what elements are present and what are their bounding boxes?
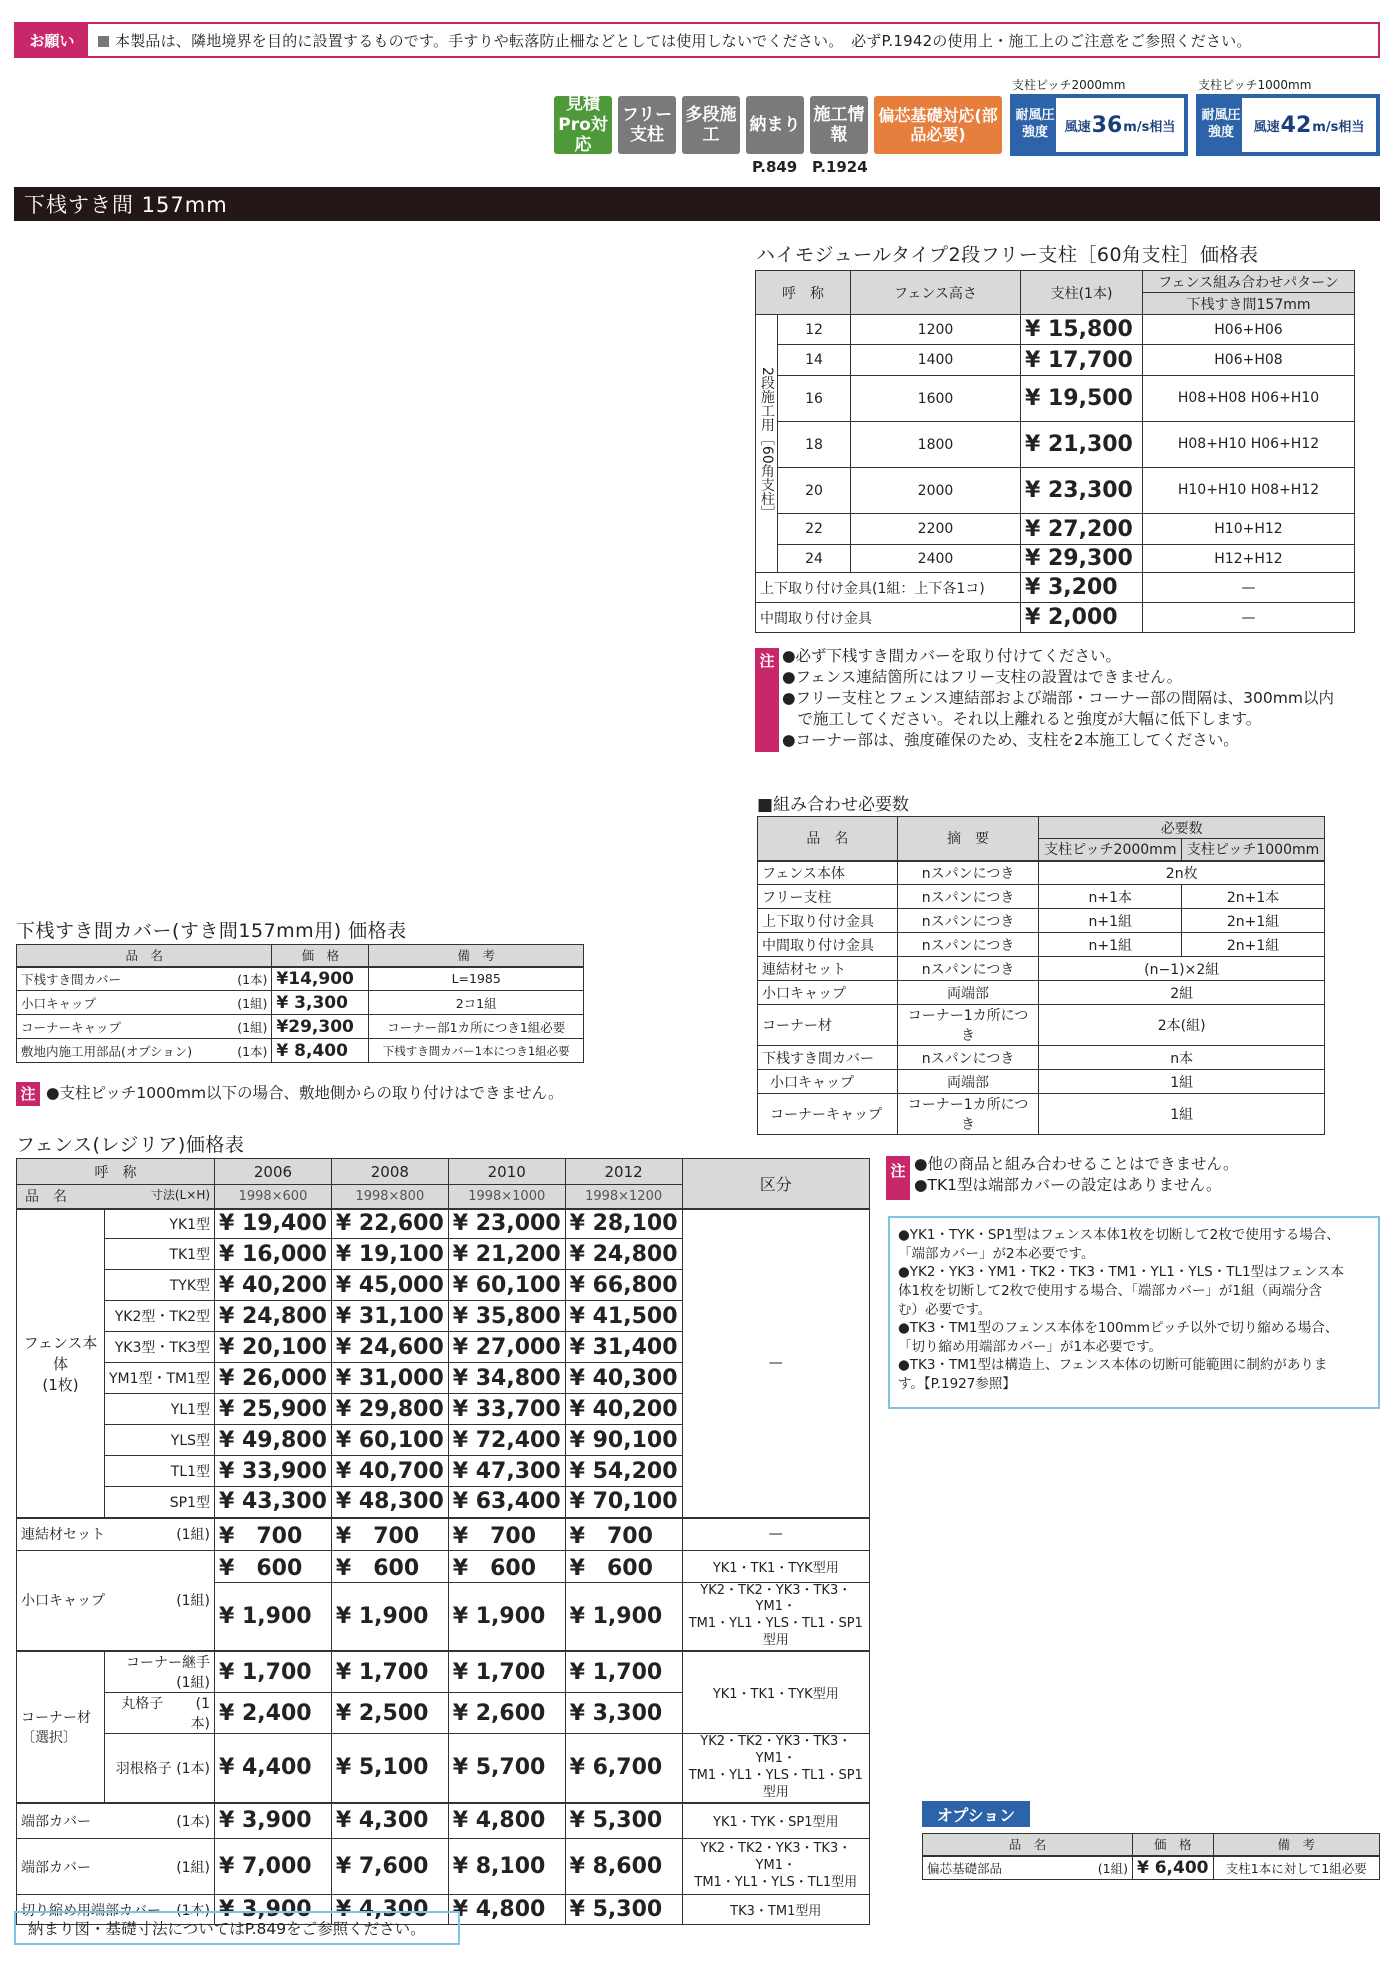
kubun: YK1・TK1・TYK型用 — [682, 1550, 869, 1582]
combo-table — [757, 816, 1325, 1135]
name: コーナーキャップ — [758, 1094, 898, 1135]
price: ¥ 8,600 — [565, 1839, 682, 1895]
col-2012: 2012 — [565, 1159, 682, 1185]
square-bullet-icon — [98, 36, 109, 47]
col-p1000: 支柱ピッチ1000mm — [1182, 839, 1325, 861]
price: ¥ 21,200 — [448, 1239, 565, 1270]
price: ¥ 63,400 — [448, 1487, 565, 1518]
desc: nスパンにつき — [897, 885, 1039, 909]
price: ¥ 1,900 — [215, 1582, 332, 1651]
wind-rating-42 — [1196, 94, 1380, 156]
col-note: 備 考 — [1213, 1834, 1379, 1856]
col-post: 支柱(1本) — [1021, 271, 1143, 315]
value-1000: 2n+1本 — [1182, 885, 1325, 909]
price: ¥ 33,900 — [215, 1456, 332, 1487]
col-name: 品 名 — [17, 945, 272, 967]
koguchi-name: 小口キャップ (1組) — [17, 1550, 215, 1651]
value-2000: n+1本 — [1039, 885, 1182, 909]
price: ¥ 8,400 — [272, 1039, 369, 1063]
price: ¥ 700 — [331, 1518, 448, 1551]
price: ¥ 600 — [215, 1550, 332, 1582]
pattern: — — [1143, 573, 1355, 603]
price: ¥ 600 — [331, 1550, 448, 1582]
desc: nスパンにつき — [897, 909, 1039, 933]
price: ¥ 16,000 — [215, 1239, 332, 1270]
badge-free-post: フリー支柱 — [618, 96, 676, 154]
price: ¥ 34,800 — [448, 1363, 565, 1394]
note: コーナー部1カ所につき1組必要 — [369, 1015, 584, 1039]
badge-multi-stage: 多段施工 — [682, 96, 740, 154]
price: ¥ 19,400 — [215, 1209, 332, 1239]
col-height: フェンス高さ — [851, 271, 1021, 315]
pattern: H08+H10 H06+H12 — [1143, 422, 1355, 468]
col-pattern: フェンス組み合わせパターン — [1143, 271, 1355, 293]
note: L=1985 — [369, 967, 584, 991]
kubun: TK3・TM1型用 — [682, 1895, 869, 1925]
page-ref-849[interactable]: P.849 — [752, 158, 798, 176]
price: ¥ 31,100 — [331, 1301, 448, 1332]
wind-value: 風速 36 m/s相当 — [1056, 98, 1184, 152]
height: 2000 — [851, 468, 1021, 514]
price: ¥ 60,100 — [448, 1270, 565, 1301]
dim-2008: 1998×800 — [331, 1185, 448, 1209]
pattern: H06+H08 — [1143, 345, 1355, 376]
price: ¥ 33,700 — [448, 1394, 565, 1425]
col-2010: 2010 — [448, 1159, 565, 1185]
price: ¥ 3,300 — [565, 1693, 682, 1734]
name: 連結材セット — [758, 957, 898, 981]
col-price: 価 格 — [1132, 1834, 1213, 1856]
desc: 両端部 — [897, 981, 1039, 1005]
col-2006: 2006 — [215, 1159, 332, 1185]
desc: コーナー1カ所につき — [897, 1005, 1039, 1046]
price: ¥ 8,100 — [448, 1839, 565, 1895]
badge-construction-info: 施工情報 — [810, 96, 868, 154]
type: TYK型 — [104, 1270, 214, 1301]
price: ¥ 23,000 — [448, 1209, 565, 1239]
value-2000: n+1組 — [1039, 933, 1182, 957]
value-2000: n+1組 — [1039, 909, 1182, 933]
name: 小口キャップ — [758, 1070, 898, 1094]
page-ref-1924[interactable]: P.1924 — [812, 158, 868, 176]
desc: nスパンにつき — [897, 957, 1039, 981]
cover-price-table — [16, 944, 584, 1063]
price: ¥ 17,700 — [1021, 345, 1143, 376]
type: YM1型・TM1型 — [104, 1363, 214, 1394]
price: ¥ 5,700 — [448, 1734, 565, 1803]
wind-label: 耐風圧強度 — [1015, 108, 1055, 140]
kubun: — — [682, 1209, 869, 1518]
price: ¥ 72,400 — [448, 1425, 565, 1456]
price: ¥ 3,300 — [272, 991, 369, 1015]
fence-notes: ●他の商品と組み合わせることはできません。 ●TK1型は端部カバーの設定はありません。 — [914, 1155, 1239, 1195]
note-tag: 注 — [16, 1082, 40, 1106]
price: ¥ 29,300 — [1021, 545, 1143, 573]
reference-note: 納まり図・基礎寸法についてはP.849をご参照ください。 — [14, 1911, 460, 1945]
option-price: ¥ 6,400 — [1132, 1856, 1213, 1880]
side-label: 2段施工用［60角支柱］ — [756, 315, 778, 573]
note-tag: 注 — [755, 648, 779, 752]
price: ¥ 20,100 — [215, 1332, 332, 1363]
price: ¥ 1,900 — [331, 1582, 448, 1651]
note: 2コ1組 — [369, 991, 584, 1015]
price: ¥ 3,900 — [215, 1803, 332, 1839]
name: コーナーキャップ (1組) — [17, 1015, 272, 1039]
notice-bar — [14, 22, 1380, 58]
price: ¥ 7,600 — [331, 1839, 448, 1895]
badge-mitsumori: 見積Pro対応 — [554, 96, 612, 154]
height: 2400 — [851, 545, 1021, 573]
post-notes: ●必ず下桟すき間カバーを取り付けてください。 ●フェンス連結箇所にはフリー支柱の設置はできません。 ●フリー支柱とフェンス連結部および端部・コーナー部の間隔は、300mm以内 で施工してください。それ以上離れると強度が大幅に低下します。 ●コーナー部は、強度確保のため、支柱を2本施工してください。 — [782, 647, 1334, 750]
type: YLS型 — [104, 1425, 214, 1456]
price: ¥ 5,300 — [565, 1803, 682, 1839]
price: ¥ 3,200 — [1021, 573, 1143, 603]
price: ¥ 29,800 — [331, 1394, 448, 1425]
code: 24 — [778, 545, 851, 573]
price: ¥ 27,000 — [448, 1332, 565, 1363]
type: YK2型・TK2型 — [104, 1301, 214, 1332]
col-2008: 2008 — [331, 1159, 448, 1185]
code: 22 — [778, 514, 851, 545]
kiri-name: 切り縮め用端部カバー (1本) — [17, 1895, 215, 1925]
price: ¥ 1,700 — [448, 1651, 565, 1693]
corner-type: 丸格子 (1本) — [104, 1693, 214, 1734]
body-label: フェンス本体 (1枚) — [17, 1209, 105, 1518]
price: ¥ 5,100 — [331, 1734, 448, 1803]
col-name: 品 名 — [758, 817, 898, 861]
price: ¥ 7,000 — [215, 1839, 332, 1895]
extra-name: 中間取り付け金具 — [756, 603, 1021, 633]
value: n本 — [1039, 1046, 1325, 1070]
code: 20 — [778, 468, 851, 514]
kubun: YK2・TK2・YK3・TK3・YM1・ TM1・YL1・YLS・TL1型用 — [682, 1839, 869, 1895]
option-table — [922, 1833, 1380, 1880]
price: ¥ 2,400 — [215, 1693, 332, 1734]
name: 敷地内施工用部品(オプション) (1本) — [17, 1039, 272, 1063]
pattern: H06+H06 — [1143, 315, 1355, 345]
value-1000: 2n+1組 — [1182, 909, 1325, 933]
col-note: 備 考 — [369, 945, 584, 967]
price: ¥ 1,700 — [565, 1651, 682, 1693]
name: フェンス本体 — [758, 861, 898, 885]
pattern: H08+H08 H06+H10 — [1143, 376, 1355, 422]
combo-table-title: ■組み合わせ必要数 — [757, 795, 910, 815]
price: ¥ 1,700 — [331, 1651, 448, 1693]
price: ¥ 31,000 — [331, 1363, 448, 1394]
price: ¥ 2,600 — [448, 1693, 565, 1734]
price: ¥ 31,400 — [565, 1332, 682, 1363]
price: ¥ 70,100 — [565, 1487, 682, 1518]
price: ¥ 43,300 — [215, 1487, 332, 1518]
type: YK3型・TK3型 — [104, 1332, 214, 1363]
price: ¥ 24,800 — [215, 1301, 332, 1332]
note-tag: 注 — [886, 1156, 910, 1200]
price: ¥ 19,100 — [331, 1239, 448, 1270]
name: 下桟すき間カバー — [758, 1046, 898, 1070]
value: 1組 — [1039, 1094, 1325, 1135]
price: ¥ 4,800 — [448, 1895, 565, 1925]
price: ¥ 28,100 — [565, 1209, 682, 1239]
price: ¥14,900 — [272, 967, 369, 991]
price: ¥ 1,900 — [565, 1582, 682, 1651]
option-tag: オプション — [922, 1801, 1030, 1827]
desc: nスパンにつき — [897, 933, 1039, 957]
price: ¥ 1,700 — [215, 1651, 332, 1693]
price: ¥ 48,300 — [331, 1487, 448, 1518]
value: 2n枚 — [1039, 861, 1325, 885]
col-need: 必要数 — [1039, 817, 1325, 839]
price: ¥ 6,700 — [565, 1734, 682, 1803]
price: ¥ 4,300 — [331, 1803, 448, 1839]
price: ¥ 40,200 — [215, 1270, 332, 1301]
price: ¥ 47,300 — [448, 1456, 565, 1487]
option-note: 支柱1本に対して1組必要 — [1213, 1856, 1379, 1880]
extra-name: 上下取り付け金具(1組：上下各1コ) — [756, 573, 1021, 603]
post-table-title: ハイモジュールタイプ2段フリー支柱［60角支柱］価格表 — [756, 244, 1259, 266]
kubun: YK1・TYK・SP1型用 — [682, 1803, 869, 1839]
price: ¥ 24,600 — [331, 1332, 448, 1363]
price: ¥ 40,200 — [565, 1394, 682, 1425]
col-code: 呼 称 — [17, 1159, 215, 1185]
cover-table-title: 下桟すき間カバー(すき間157mm用) 価格表 — [16, 920, 407, 942]
type: YK1型 — [104, 1209, 214, 1239]
corner-type: コーナー継手 (1組) — [104, 1651, 214, 1693]
col-p2000: 支柱ピッチ2000mm — [1039, 839, 1182, 861]
cutting-notes-box: ●YK1・TYK・SP1型はフェンス本体1枚を切断して2枚で使用する場合、 「端部カバー」が2本必要です。 ●YK2・YK3・YM1・TK2・TK3・TM1・YL1・YLS・TL1型はフェンス本 体1枚を切断して2枚で使用する場合、「端部カバー」が1組（両端分含 む）必要です。 ●TK3・TM1型のフェンス本体を100mmピッチ以外で切り縮める場合、 「切り縮め用端部カバー」が1本必要です。 ●TK3・TM1型は構造上、フェンス本体の切断可能範囲に制約がありま す。【P.1927参照】 — [888, 1216, 1380, 1409]
name: 小口キャップ — [758, 981, 898, 1005]
price: ¥ 700 — [565, 1518, 682, 1551]
wind-value: 風速 42 m/s相当 — [1242, 98, 1376, 152]
price: ¥ 40,700 — [331, 1456, 448, 1487]
height: 1400 — [851, 345, 1021, 376]
notice-text: 本製品は、隣地境界を目的に設置するものです。手すりや転落防止柵などとしては使用しないでください。 必ずP.1942の使用上・施工上のご注意をご参照ください。 — [88, 30, 1252, 51]
price: ¥ 4,800 — [448, 1803, 565, 1839]
wind-rating-36 — [1010, 94, 1188, 156]
price: ¥ 90,100 — [565, 1425, 682, 1456]
pattern: — — [1143, 603, 1355, 633]
height: 1800 — [851, 422, 1021, 468]
desc: nスパンにつき — [897, 1046, 1039, 1070]
price: ¥ 21,300 — [1021, 422, 1143, 468]
value: 1組 — [1039, 1070, 1325, 1094]
name: 上下取り付け金具 — [758, 909, 898, 933]
price: ¥ 700 — [448, 1518, 565, 1551]
type: TK1型 — [104, 1239, 214, 1270]
price: ¥ 60,100 — [331, 1425, 448, 1456]
price: ¥ 2,000 — [1021, 603, 1143, 633]
fence-table-title: フェンス(レジリア)価格表 — [16, 1134, 245, 1156]
price: ¥ 15,800 — [1021, 315, 1143, 345]
price: ¥ 54,200 — [565, 1456, 682, 1487]
kubun: YK2・TK2・YK3・TK3・YM1・ TM1・YL1・YLS・TL1・SP1型用 — [682, 1582, 869, 1651]
value-1000: 2n+1組 — [1182, 933, 1325, 957]
wind-label: 耐風圧強度 — [1201, 108, 1241, 140]
price: ¥ 600 — [448, 1550, 565, 1582]
tanbu-name: 端部カバー (1組) — [17, 1839, 215, 1895]
code: 18 — [778, 422, 851, 468]
price: ¥ 49,800 — [215, 1425, 332, 1456]
height: 1600 — [851, 376, 1021, 422]
code: 16 — [778, 376, 851, 422]
col-name: 品 名 — [923, 1834, 1133, 1856]
name: 小口キャップ (1組) — [17, 991, 272, 1015]
kubun: YK1・TK1・TYK型用 — [682, 1651, 869, 1734]
name: コーナー材 — [758, 1005, 898, 1046]
badge-eccentric-base: 偏芯基礎対応(部品必要) — [874, 96, 1002, 154]
kubun: YK2・TK2・YK3・TK3・YM1・ TM1・YL1・YLS・TL1・SP1型用 — [682, 1734, 869, 1803]
price: ¥29,300 — [272, 1015, 369, 1039]
price: ¥ 4,300 — [331, 1895, 448, 1925]
tanbu-name: 端部カバー (1本) — [17, 1803, 215, 1839]
corner-name: コーナー材 〔選択〕 — [17, 1651, 105, 1803]
name: 下桟すき間カバー (1本) — [17, 967, 272, 991]
post-price-table — [755, 270, 1355, 633]
col-desc: 摘 要 — [897, 817, 1039, 861]
price: ¥ 45,000 — [331, 1270, 448, 1301]
price: ¥ 22,600 — [331, 1209, 448, 1239]
option-name: 偏芯基礎部品 (1組) — [923, 1856, 1133, 1880]
value: 2本(組) — [1039, 1005, 1325, 1046]
value: 2組 — [1039, 981, 1325, 1005]
height: 2200 — [851, 514, 1021, 545]
price: ¥ 1,900 — [448, 1582, 565, 1651]
price: ¥ 26,000 — [215, 1363, 332, 1394]
fence-price-table — [16, 1158, 870, 1925]
desc: nスパンにつき — [897, 861, 1039, 885]
col-pattern-sub: 下桟すき間157mm — [1143, 293, 1355, 315]
desc: コーナー1カ所につき — [897, 1094, 1039, 1135]
col-name-dim: 品 名 寸法(L×H) — [17, 1185, 215, 1209]
kubun: — — [682, 1518, 869, 1551]
pattern: H10+H12 — [1143, 514, 1355, 545]
wind-pitch-2000: 支柱ピッチ2000mm — [1012, 78, 1126, 92]
price: ¥ 19,500 — [1021, 376, 1143, 422]
price: ¥ 27,200 — [1021, 514, 1143, 545]
type: YL1型 — [104, 1394, 214, 1425]
dim-2010: 1998×1000 — [448, 1185, 565, 1209]
pattern: H10+H10 H08+H12 — [1143, 468, 1355, 514]
dim-2006: 1998×600 — [215, 1185, 332, 1209]
price: ¥ 25,900 — [215, 1394, 332, 1425]
code: 12 — [778, 315, 851, 345]
section-title: 下桟すき間 157mm — [14, 187, 1380, 221]
note: 下桟すき間カバー1本につき1組必要 — [369, 1039, 584, 1063]
value: (n−1)×2組 — [1039, 957, 1325, 981]
col-kubun: 区分 — [682, 1159, 869, 1209]
price: ¥ 700 — [215, 1518, 332, 1551]
price: ¥ 35,800 — [448, 1301, 565, 1332]
price: ¥ 41,500 — [565, 1301, 682, 1332]
cover-note: ●支柱ピッチ1000mm以下の場合、敷地側からの取り付けはできません。 — [46, 1084, 564, 1102]
price: ¥ 23,300 — [1021, 468, 1143, 514]
desc: 両端部 — [897, 1070, 1039, 1094]
pattern: H12+H12 — [1143, 545, 1355, 573]
wind-pitch-1000: 支柱ピッチ1000mm — [1198, 78, 1312, 92]
price: ¥ 4,400 — [215, 1734, 332, 1803]
type: TL1型 — [104, 1456, 214, 1487]
name: 中間取り付け金具 — [758, 933, 898, 957]
price: ¥ 5,300 — [565, 1895, 682, 1925]
price: ¥ 3,900 — [215, 1895, 332, 1925]
type: SP1型 — [104, 1487, 214, 1518]
renketsu-name: 連結材セット (1組) — [17, 1518, 215, 1551]
corner-type: 羽根格子 (1本) — [104, 1734, 214, 1803]
name: フリー支柱 — [758, 885, 898, 909]
price: ¥ 600 — [565, 1550, 682, 1582]
price: ¥ 2,500 — [331, 1693, 448, 1734]
price: ¥ 66,800 — [565, 1270, 682, 1301]
notice-tag: お願い — [16, 24, 88, 56]
col-price: 価 格 — [272, 945, 369, 967]
price: ¥ 24,800 — [565, 1239, 682, 1270]
code: 14 — [778, 345, 851, 376]
price: ¥ 40,300 — [565, 1363, 682, 1394]
height: 1200 — [851, 315, 1021, 345]
dim-2012: 1998×1200 — [565, 1185, 682, 1209]
col-code: 呼 称 — [756, 271, 851, 315]
badge-osamari: 納まり — [746, 96, 804, 154]
